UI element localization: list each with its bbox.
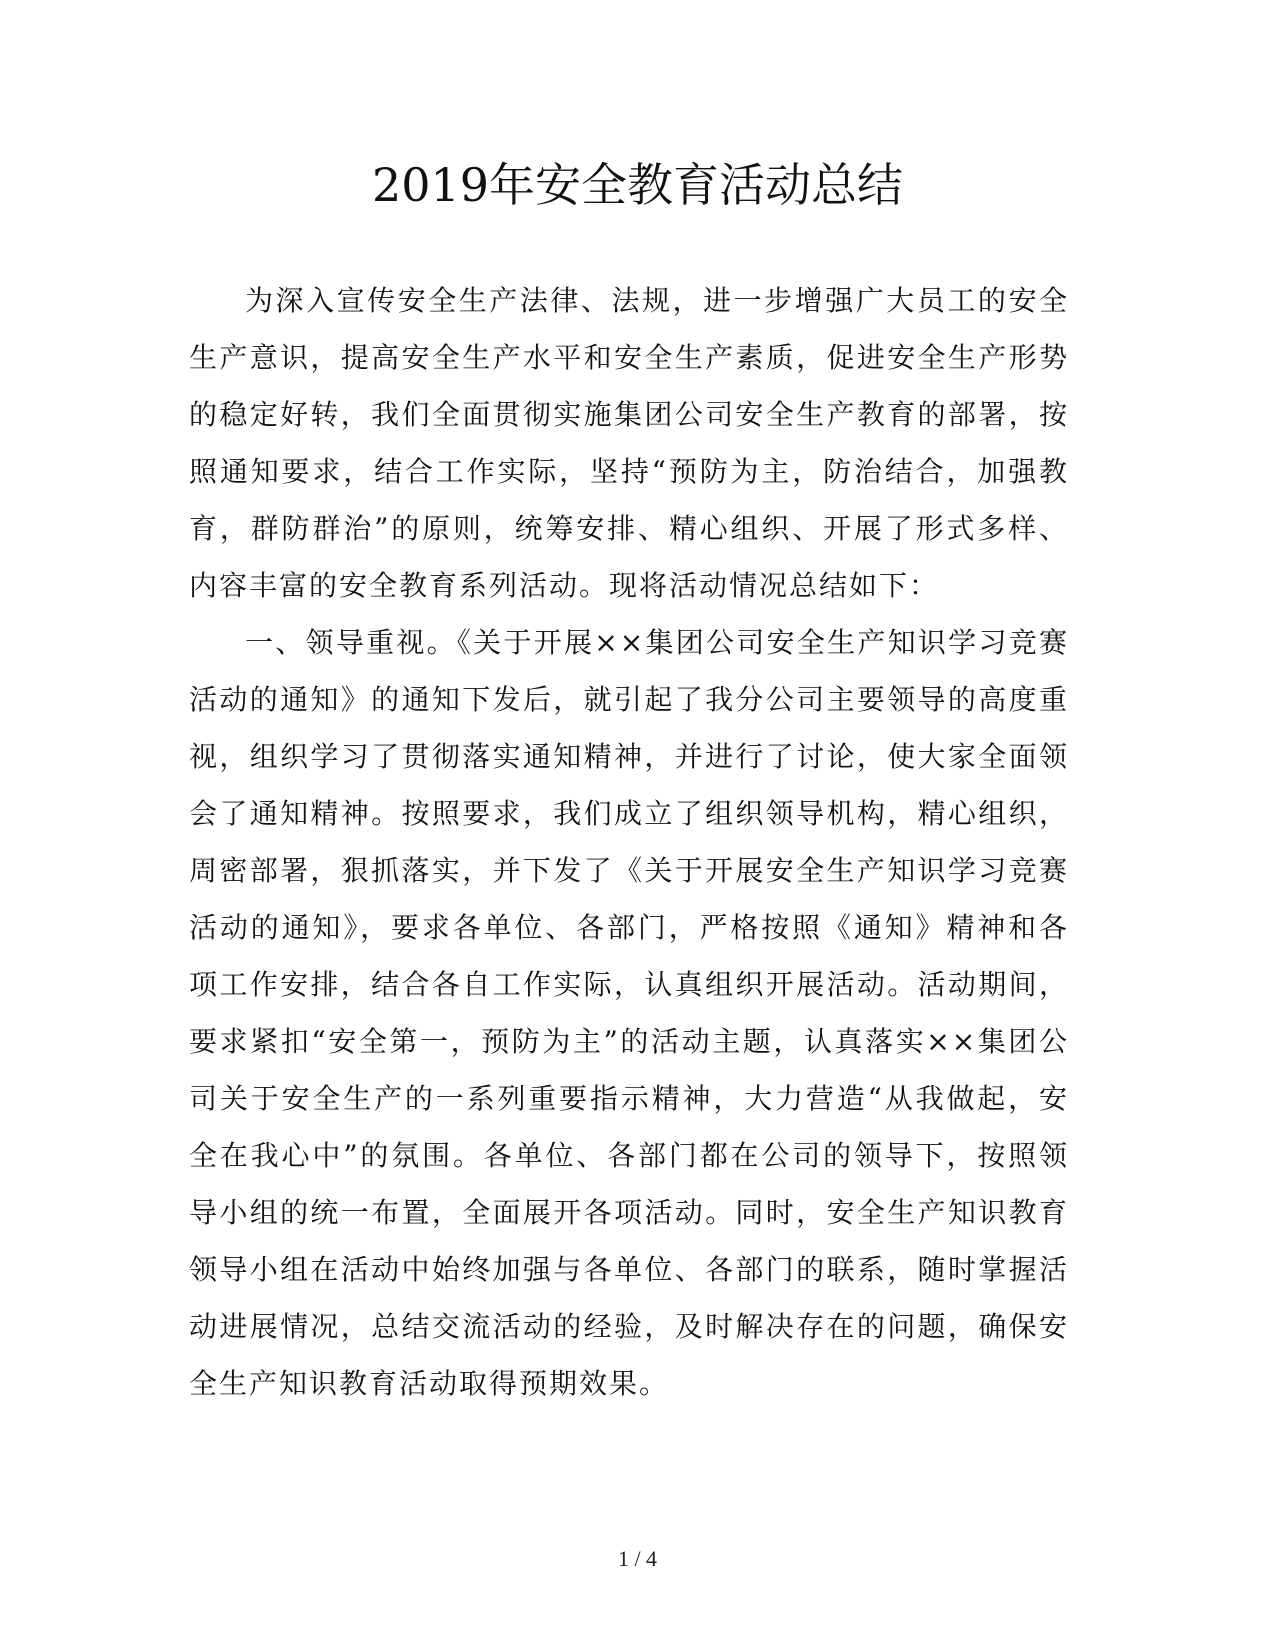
document-body — [189, 272, 1069, 1412]
document-title: 2019年安全教育活动总结 — [371, 158, 904, 212]
intro-paragraph: 为深入宣传安全生产法律、法规，进一步增强广大员工的安全生产意识，提高安全生产水平和安全生产素质，促进安全生产形势的稳定好转，我们全面贯彻实施集团公司安全生产教育的部署，按照通知要求，结合工作实际，坚持“预防为主，防治结合，加强教育，群防群治”的原则，统筹安排、精心组织、开展了形式多样、内容丰富的安全教育系列活动。现将活动情况总结如下： — [189, 284, 1069, 602]
section-one-paragraph: 一、领导重视。《关于开展××集团公司安全生产知识学习竞赛活动的通知》的通知下发后，就引起了我分公司主要领导的高度重视，组织学习了贯彻落实通知精神，并进行了讨论，使大家全面领会了通知精神。按照要求，我们成立了组织领导机构，精心组织，周密部署，狠抓落实，并下发了《关于开展安全生产知识学习竞赛活动的通知》，要求各单位、各部门，严格按照《通知》精神和各项工作安排，结合各自工作实际，认真组织开展活动。活动期间，要求紧扣“安全第一，预防为主”的活动主题，认真落实××集团公司关于安全生产的一系列重要指示精神，大力营造“从我做起，安全在我心中”的氛围。各单位、各部门都在公司的领导下，按照领导小组的统一布置，全面展开各项活动。同时，安全生产知识教育领导小组在活动中始终加强与各单位、各部门的联系，随时掌握活动进展情况，总结交流活动的经验，及时解决存在的问题，确保安全生产知识教育活动取得预期效果。 — [189, 626, 1069, 1400]
page-number: 1 / 4 — [617, 1546, 658, 1571]
